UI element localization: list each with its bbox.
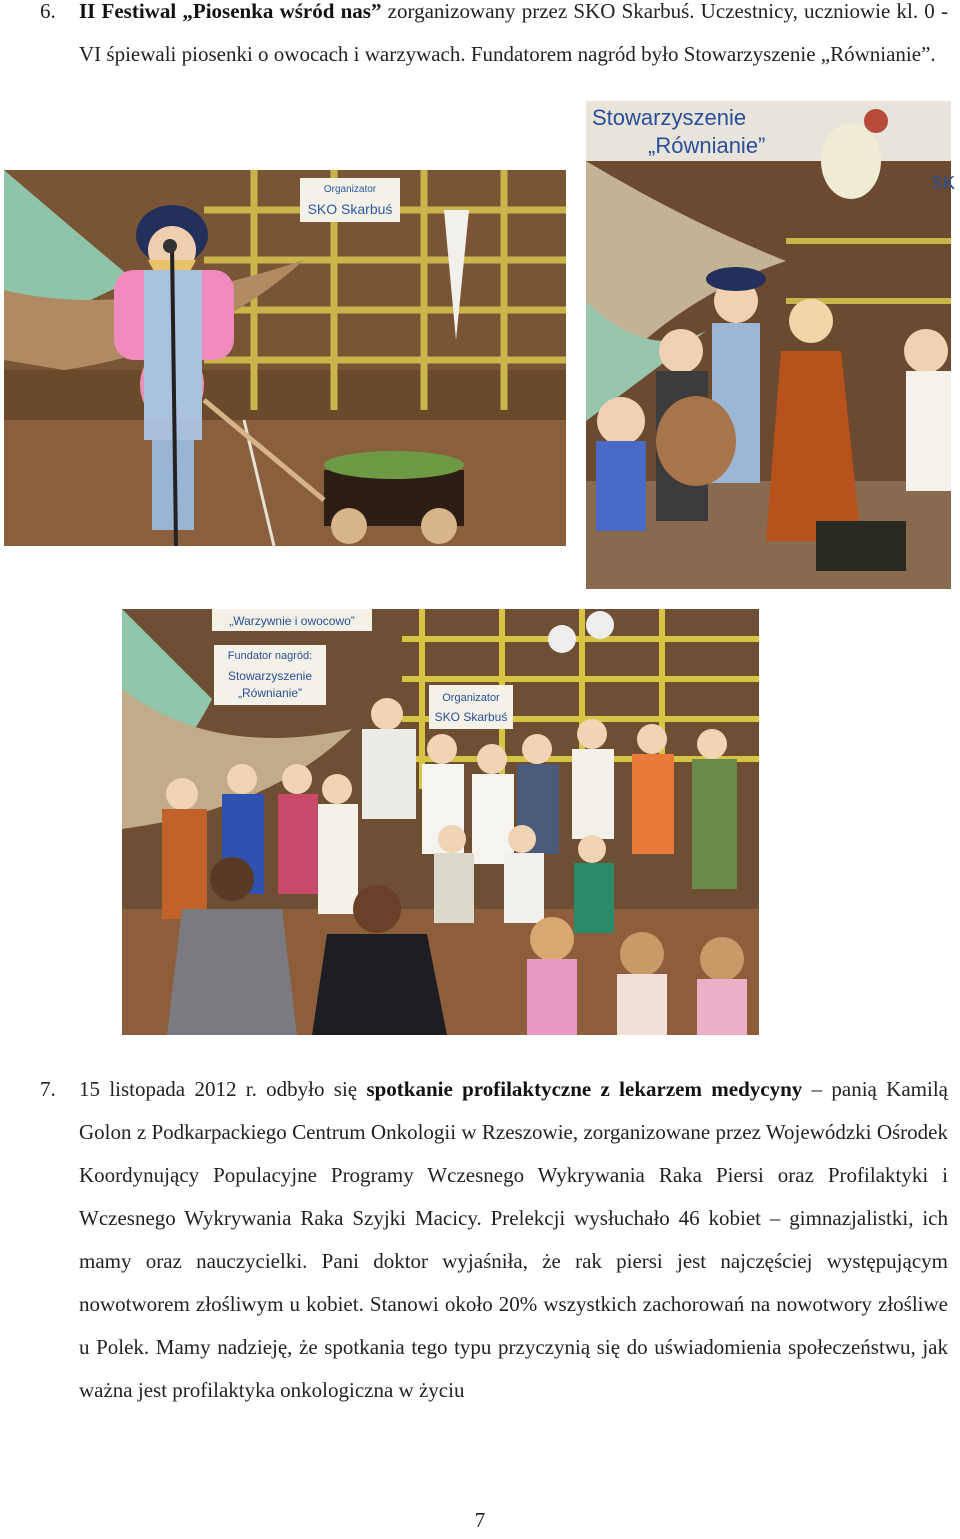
banner-corner: SK [931, 173, 956, 193]
list-item-6 [40, 0, 948, 76]
photo-children-costumes [586, 101, 956, 589]
item-number: 7. [40, 1077, 56, 1101]
item-body-text: zorganizowany przez SKO Skarbuś. Uczestnicy, uczniowie kl. 0 - VI śpiewali piosenki o owocach i warzywach. Fundatorem nagród było Stowarzyszenie „Równianie”. [79, 0, 948, 66]
fund-line2: Stowarzyszenie [227, 669, 313, 683]
item-bold-text: II Festiwal „Piosenka wśród nas” [79, 0, 382, 23]
photo-girl-singing [4, 170, 566, 546]
sign-text: SKO Skarbuś [307, 201, 393, 217]
item-body-text-2: – panią Kamilą Golon z Podkarpackiego Centrum Onkologii w Rzeszowie, zorganizowane przez Wojewódzki Ośrodek Koordynujący Populacyjne Programy Wczesnego Wykrywania Raka Piersi oraz Profilaktyki i Wczesnego Wykrywania Raka Szyjki Macicy. Prelekcji wysłuchało 46 kobiet – gimnazjalistki, ich mamy oraz nauczycielki. Pani doktor wyjaśniła, że rak piersi jest najczęściej występującym nowotworem złośliwym u kobiet. Stanowi około 20% wszystkich zachorowań na nowotwory złośliwe u Polek. Mamy nadzieję, że spotkania tego typu przyczynią się do uświadomienia społeczeństwu, jak ważna jest profilaktyka onkologiczna w życiu [79, 1077, 948, 1402]
fund-line3: „Równianie” [237, 686, 303, 700]
list-item-7 [40, 1068, 948, 1412]
page-number: 7 [474, 1508, 486, 1532]
item-bold-text: spotkanie profilaktyczne z lekarzem medycyny [366, 1077, 803, 1101]
org-line2: SKO Skarbuś [434, 710, 508, 724]
sign-top-text: Organizator [323, 184, 377, 195]
org-line1: Organizator [442, 692, 500, 704]
item-text [79, 0, 948, 76]
item-text [79, 1068, 948, 1412]
fund-line1: Fundator nagród: [227, 650, 313, 662]
item-body-text: 15 listopada 2012 r. odbyło się [79, 1077, 367, 1101]
banner-line1: Stowarzyszenie [592, 105, 747, 130]
photo-group-children [122, 609, 759, 1035]
banner-line2: „Równianie” [648, 133, 766, 158]
item-number: 6. [40, 0, 56, 23]
banner-text: „Warzywnie i owocowo” [229, 614, 355, 628]
